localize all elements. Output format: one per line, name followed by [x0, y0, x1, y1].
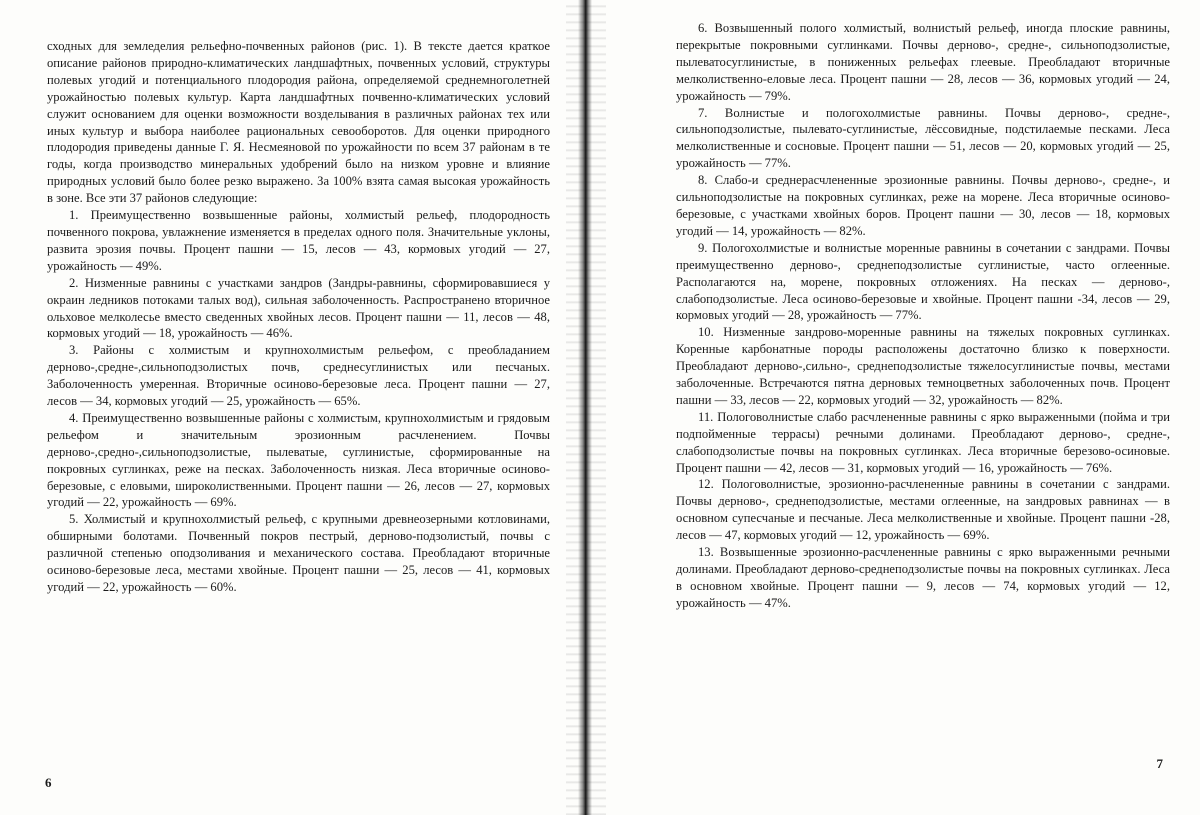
paragraph-continuation: сходных для земледелия рельефно-почвенных районов (рис. 1). В тексте дается краткое описание районов природно-климатических ландшафтных, почвенных условий, структуры полевых угодий и потенциального плодородия района, определяемой среднемноголетней урожайностью полевых культур. Карта ландшафтных почвенно-климатических условий служит основанием для оценки возможности возделывания в различных районах тех или иных культур и выбора наиболее рациональных севооборотов. Для оценки природного плодородия приведены данные Г. Я. Несмеяновой по урожайности по всем 37 районам в те годы, когда производство минеральных удобрений было на низком уровне и влияние природных условий было более резко выражено. За 100% взята самая высокая урожайность в зоне. Все эти 37 районов следующие:	[47, 39, 550, 206]
paragraph-district-5: 5. Холмистый и крупнохолмистый рельеф, с крупными древнеозерными котловинами, обширными болотами. Почвенный покров пестрый, дерново-подзолистый, почвы с различной степенью оподзоливания и механического состава. Преобладают вторичные осиново-березовые леса, местами хвойные. Процент пашни — 25, лесов — 41, кормовых угодий — 22, урожайность — 60%.	[47, 512, 550, 594]
paragraph-district-9: 9. Пологохолмистые и волнистые моренные равнины в сочетании с зандрами. Почвы преимущественно дерново-, среднеподзолистые суглинистые, часто оглеенные. Располагаются на, морене, покровных отложениях. На песках — дерново-, слабоподзолистые. Леса осиново-березовые и хвойные. Процент пашни -34, лесов — 29, кормовых угодий — 28, урожайность — 77%.	[676, 240, 1170, 323]
paragraph-district-6: 6. Возвышенный пологo холмистый, волнистый рельеф, иногда плоские равнины, перекрытые покровными суглинками. Почвы дерново-, средне-, сильноподзолистые, пылеватосуглинистые, в пониженных рельефах глеевые. Преобладают вторичные мелколиственно-еловые леса. Процент пашни — 28, лесов — 36, кормовых угодий — 24, урожайность — 79%.	[676, 21, 1170, 103]
paragraph-district-11: 11. Пологоволнистые слабо расчлененные равнины с ярко выраженными (пойма и три подпойменные террасы) речными долинами. Преобладают дерново-, средне-, слабоподзолистые почвы на покровных суглинках. Леса вторичные березово-осиновые. Процент пашни — 42, лесов — 31, кормовых угодий — 16, урожайность — 76%.	[676, 409, 1170, 475]
paragraph-district-1: 1. Преимущественно возвышенные районы, холмистый рельеф, плодородность почвенного покрова, увлажнение изменяется в пределах одного поля. Значительные уклоны, развита эрозия почвы. Процент пашни — 15, лесов — 43, кормовых угодий — 27, урожайность — 49%.	[47, 208, 550, 273]
paragraph-district-4: 4. Преимущественно возвышенные районы с холмистым, крупнохолмистым и грядовым рельефом и значительным эрозионным расчленением. Почвы дерново-,средно-,сильноподзолистые, пылеватые, суглинистые, сформированные на покровных суглинках, реже на песках. Заболоченность низкая. Леса вторичные осиново-березовые, с еловыми, широколиственными. Процент пашни — 26, лесов — 27, кормовых угодий — 22, урожайность — 69%.	[47, 410, 550, 510]
paragraph-district-8: 8. Слабо-и среднерасчлененные эрозионные равнины. Почвы дерново-, средне-, и сильноподзолистые на покровных суглинках, реже на морене. Леса вторичные осиново-березовые, с участками хвойных боров. Процент пашни — 30, лесов — 18, кормовых угодий — 14, урожайность — 82%.	[676, 173, 1170, 238]
paragraph-district-13: 13. Возвышенные эрозионно-расчлененные равнины с ярко выраженными речными долинами. Преобладают дерново-среднеподзолистые почвы на покровных суглинках. Леса в основном хвойные. Процент пашни — 9, лесов — 74, кормовых угодий — 12, урожайность — 47%.	[676, 545, 1170, 610]
left-page-text	[47, 38, 550, 596]
paragraph-district-7: 7. Волнистые и пологохолмистые равнины. Почвы дерново-, средне-, сильноподзолистые, пылевато-суглинистые, лёссовидные, подстилаемые песками. Леса мелколиственные и сосновые. Процент пашни — 51, лесов — 20, кормовых угодий — 25, урожайность — 77%.	[676, 105, 1170, 171]
left-page	[0, 0, 580, 815]
page-number-left: 6	[45, 775, 52, 790]
paragraph-district-10: 10. Низменные зандрово-моренные равнины на тяжелых покровных суглинках. Коренные карбонатные породы расположены достаточно близко к поверхности. Преобладают дерново-,сильно-, среднеподзолистые тяжелосуглинистые почвы, местами заболоченные. Встречаются пятна дерновых темноцветных заболоченных почв. Процент пашни — 33, лесов — 22, кормовых угодий — 32, урожайность — 82%.	[676, 325, 1170, 407]
right-page-text	[676, 20, 1170, 612]
paragraph-district-3: 3. Районы с холмистым и крупнохолмистым рельефом, с преобладанием дерново-,средне-,сильноподзолистых почв, среднесуглинистых или песчаных. Заболоченность умеренная. Вторичные осиново-березовые леса. Процент пашни — 27, лесов — 34, кормовых угодий — 25, урожайность — 65%.	[47, 343, 550, 409]
paragraph-district-2: 2. Низменные равнины с участками зандров (Зандры-равнины, сформировавшиеся у окраин ледников потоками талых вод), сильная заболоченность. Распространено вторичное ольховое мелколесье вместо сведенных хвойных лесов. Процент пашни — 11, лесов — 48, кормовых угодий — 18, урожайность — 46%.	[47, 275, 550, 341]
right-page	[620, 0, 1200, 815]
paragraph-district-12: 12. Пологоволнистые, эрозионно-расчлененные равнины в сочетании с зандрами. Почвы дерново-, среднеподзолистые, местами оглеенные, на зандровых равнинах — в основном супесчаные и песчаные. Леса мелколиственные и хвойные. Процент пашни -28, лесов — 47, кормовых угодий — 12, урожайность — 69%.	[676, 477, 1170, 543]
page-number-right: 7	[1156, 756, 1163, 771]
